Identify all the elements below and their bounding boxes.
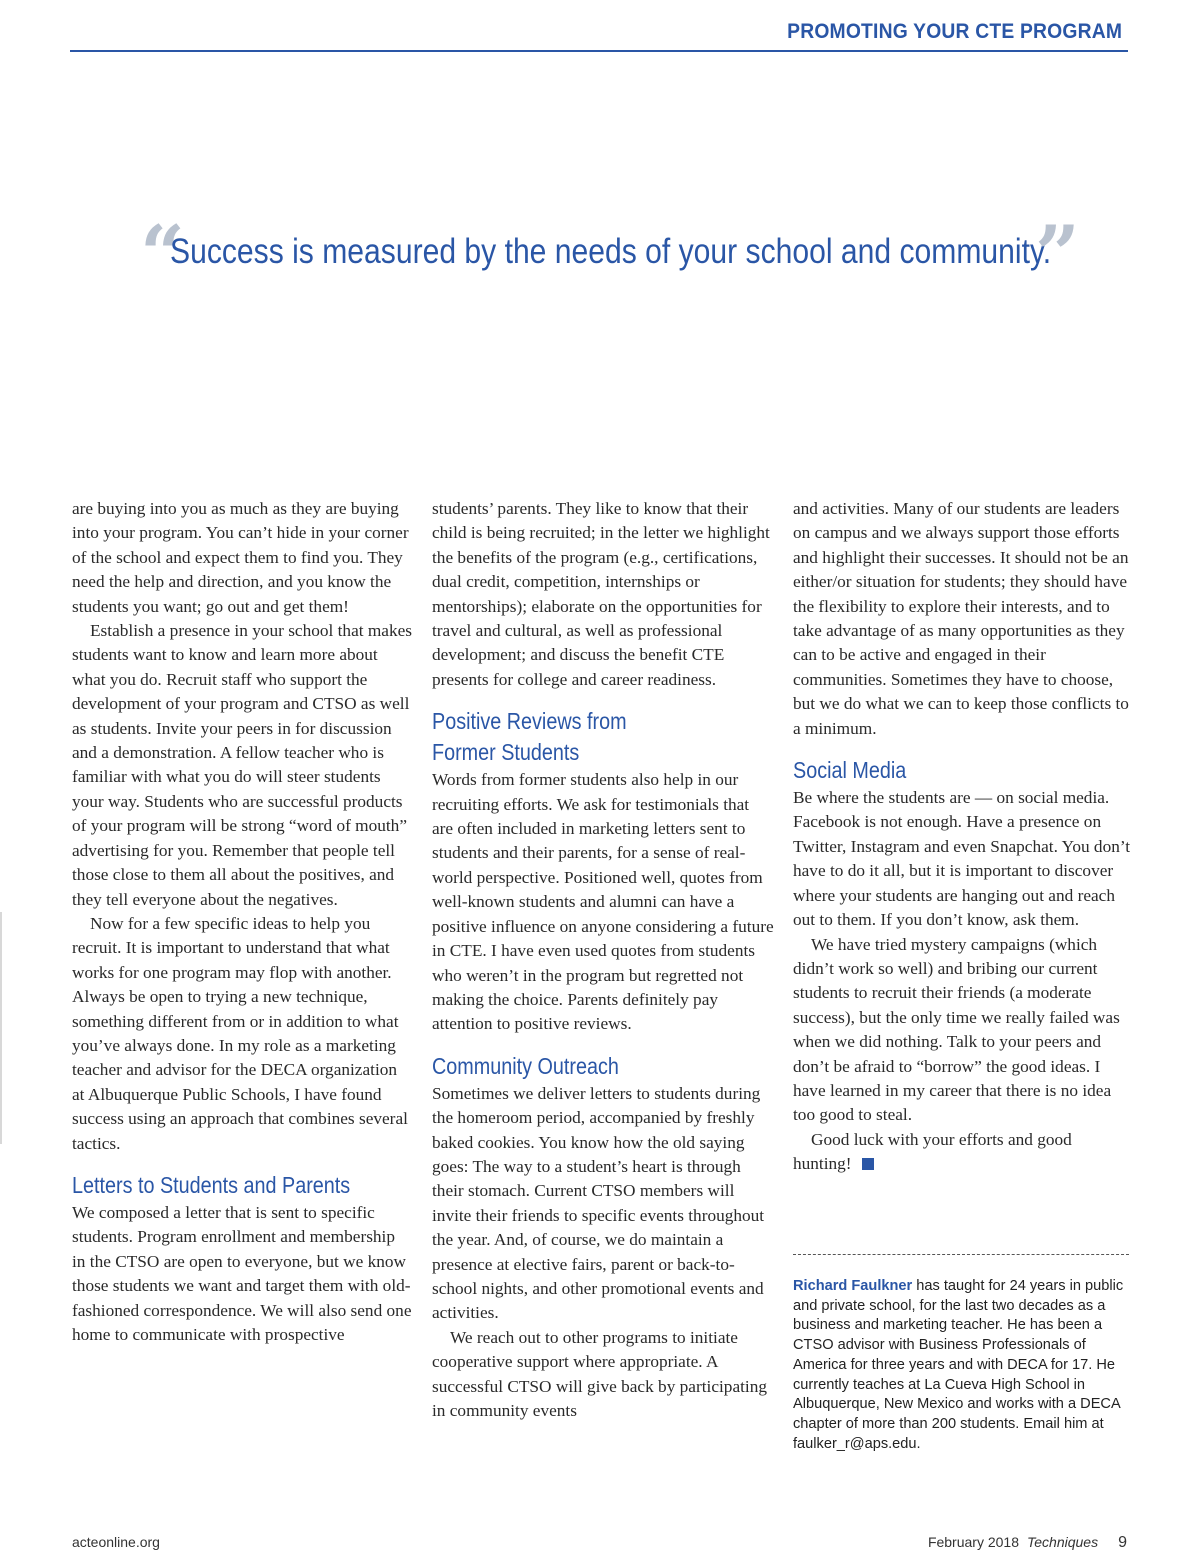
bio-text: has taught for 24 years in public and private school, for the last two decades as a business and marketing teacher. He has been a CTSO advisor with Business Professionals of America for three years and with DECA for 17. He currently teaches at La Cueva High School in Albuquerque, New Mexico and works with a DECA chapter of more than 200 students. Email him at faulker_r@aps.edu.: [793, 1278, 1124, 1452]
paragraph: and activities. Many of our students are leaders on campus and we always support those efforts and highlight their successes. It should not be an either/or situation for students; they should have the flexibility to explore their interests, and to take advantage of as many opportunities as they can to be active and engaged in their communities. Sometimes they have to choose, but we do what we can to keep those conflicts to a minimum.: [793, 499, 1129, 738]
subheading-reviews-line2: Former Students: [432, 739, 580, 766]
column-1: [72, 497, 412, 1347]
subheading-letters: Letters to Students and Parents: [72, 1171, 351, 1198]
paragraph: Be where the students are — on social media. Facebook is not enough. Have a presence on Twitter, Instagram and even Snapchat. You don’t have to do it all, but it is important to discover where your students are hanging out and reach out to them. If you don’t know, ask them.: [793, 788, 1131, 930]
paragraph: are buying into you as much as they are buying into your program. You can’t hide in your corner of the school and expect them to find you. They need the help and direction, and you know the students you want; go out and get them!: [72, 499, 409, 616]
subheading-social-media: Social Media: [793, 757, 907, 784]
closing-text: Good luck with your efforts and good hunting!: [793, 1129, 1072, 1174]
section-title: PROMOTING YOUR CTE PROGRAM: [786, 20, 1122, 43]
page-number: 9: [1118, 1534, 1127, 1551]
running-header: [70, 18, 1128, 52]
footer-date: February 2018: [927, 1534, 1019, 1550]
author-name: Richard Faulkner: [793, 1278, 913, 1294]
bio-divider: [793, 1254, 1129, 1255]
open-quote-mark: “: [140, 209, 185, 300]
page-edge-mark: [0, 912, 2, 1144]
subheading-reviews-line1: Positive Reviews from: [432, 708, 627, 735]
paragraph: Words from former students also help in our recruiting efforts. We ask for testimonials that are often included in marketing letters sent to students and their parents, for a sense of real-world perspective. Positioned well, quotes from well-known students and alumni can have a positive influence on anyone considering a future in CTE. I have even used quotes from students who weren’t in the program but regretted not making the choice. Parents definitely pay attention to positive reviews.: [432, 770, 774, 1034]
end-mark-icon: [862, 1158, 874, 1170]
paragraph: We composed a letter that is sent to specific students. Program enrollment and membership in the CTSO are open to everyone, but we know those students we want and target them with old-fashioned correspondence. We will also send one home to communicate with prospective: [72, 1202, 412, 1344]
column-2: [432, 497, 774, 1423]
footer-site: acteonline.org: [72, 1534, 160, 1550]
author-bio: [793, 1277, 1133, 1454]
closing-paragraph: [793, 1128, 1133, 1177]
pull-quote: [140, 209, 1080, 300]
subheading-community: Community Outreach: [432, 1052, 619, 1079]
paragraph: students’ parents. They like to know that their child is being recruited; in the letter we highlight the benefits of the program (e.g., certifications, dual credit, competition, internships or mentorships); elaborate on the opportunities for travel and cultural, as well as professional development; and discuss the benefit CTE presents for college and career readiness.: [432, 499, 770, 689]
paragraph: Now for a few specific ideas to help you recruit. It is important to understand that what works for one program may flop with another. Always be open to trying a new technique, something different from or in addition to what you’ve always done. In my role as a marketing teacher and advisor for the DECA organization at Albuquerque Public Schools, I have found success using an approach that combines several tactics.: [72, 913, 408, 1153]
pull-quote-text: Success is measured by the needs of your school and community.: [170, 232, 1052, 271]
footer-issue: [928, 1534, 1127, 1552]
paragraph: Establish a presence in your school that makes students want to know and learn more about what you do. Recruit staff who support the development of your program and CTSO as well as students. Invite your peers in for discussion and a demonstration. A fellow teacher who is familiar with what you do will steer students your way. Students who are successful products of your program will be strong “word of mouth” advertising for you. Remember that people tell those close to them all about the positives, and they tell everyone about the negatives.: [72, 621, 413, 909]
paragraph: We reach out to other programs to initiate cooperative support where appropriate. A successful CTSO will give back by participating in community events: [432, 1327, 767, 1420]
close-quote-mark: ”: [1035, 209, 1080, 300]
column-3: [793, 497, 1133, 1177]
paragraph: We have tried mystery campaigns (which didn’t work so well) and bribing our current students to recruit their friends (a moderate success), but the only time we really failed was when we did nothing. Talk to your peers and don’t be afraid to “borrow” the good ideas. I have learned in my career that there is no idea too good to steal.: [793, 934, 1120, 1125]
paragraph: Sometimes we deliver letters to students during the homeroom period, accompanied by freshly baked cookies. You know how the old saying goes: The way to a student’s heart is through their stomach. Current CTSO members will invite their friends to specific events throughout the year. And, of course, we do maintain a presence at elective fairs, parent or back-to-school nights, and other promotional events and activities.: [432, 1083, 765, 1323]
footer-magazine: Techniques: [1027, 1534, 1099, 1550]
